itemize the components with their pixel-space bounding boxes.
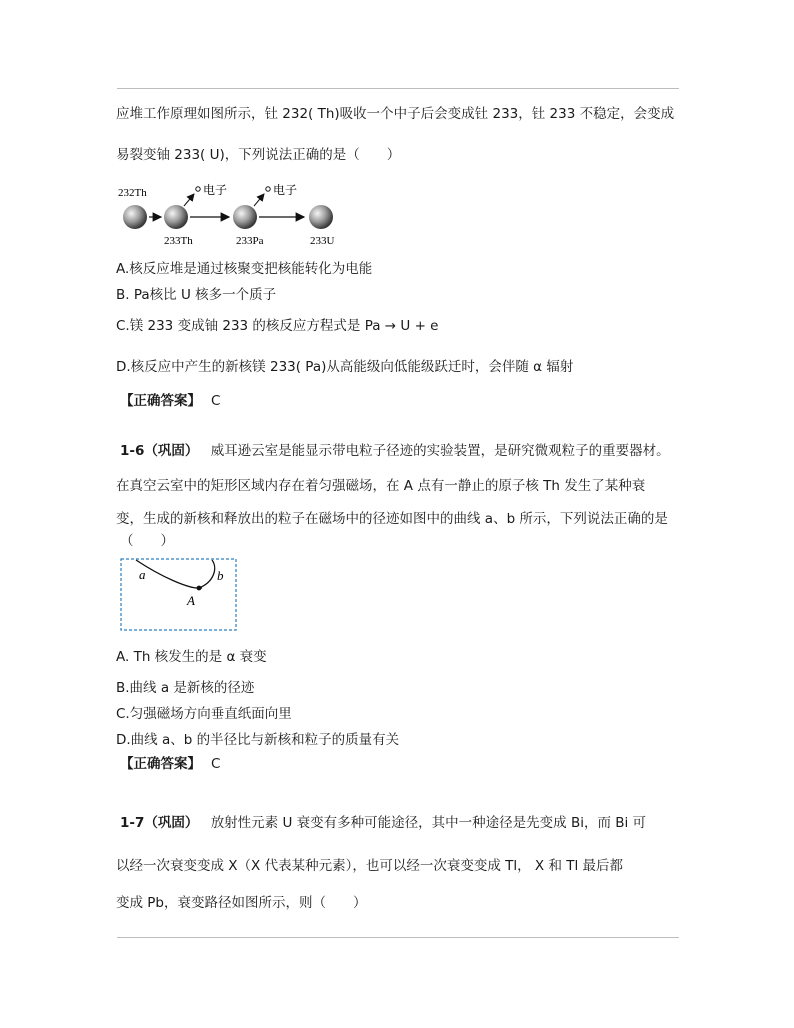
label-232th: 232Th (118, 187, 147, 199)
q1-option-c: C.镁 233 变成铀 233 的核反应方程式是 Pa → U + e (116, 318, 439, 334)
q2-option-d: D.曲线 a、b 的半径比与新核和粒子的质量有关 (116, 732, 400, 748)
intro-line-2: 易裂变铀 233( U)，下列说法正确的是（ ） (116, 147, 401, 163)
bottom-rule (117, 937, 679, 938)
label-a: a (139, 567, 146, 582)
q2-option-c: C.匀强磁场方向垂直纸面向里 (116, 706, 292, 722)
intro-line-1: 应堆工作原理如图所示，钍 232( Th)吸收一个中子后会变成钍 233，钍 233 不稳定，会变成 (116, 106, 675, 122)
decay-chain-figure (118, 180, 348, 250)
q3-line-3: 变成 Pb，衰变路径如图所示，则（ ） (116, 895, 367, 911)
q1-option-d: D.核反应中产生的新核镁 233( Pa)从高能级向低能级跃迁时，会伴随 α 辐射 (116, 359, 574, 375)
q1-option-b: B. Pa核比 U 核多一个质子 (116, 287, 277, 303)
label-233th: 233Th (164, 235, 193, 247)
electron-arrow-2 (254, 194, 264, 206)
q2-line-3: 变，生成的新核和释放出的粒子在磁场中的径迹如图中的曲线 a、b 所示，下列说法正确的是 (116, 511, 668, 527)
answer-1 (120, 391, 220, 411)
point-a-dot (197, 586, 202, 591)
q3-header: 1-7（巩固） (120, 815, 199, 831)
q2-line-4: （ ） (120, 533, 174, 549)
nucleus-ball-4 (309, 205, 333, 229)
label-233pa: 233Pa (236, 235, 264, 247)
answer-2-tag: 【正确答案】 (120, 756, 201, 772)
track-a (136, 560, 202, 588)
q1-option-a: A.核反应堆是通过核聚变把核能转化为电能 (116, 261, 373, 277)
q2-header: 1-6（巩固） (120, 443, 199, 459)
q3-line-1-text: 放射性元素 U 衰变有多种可能途径，其中一种途径是先变成 Bi，而 Bi 可 (210, 815, 647, 831)
label-233u: 233U (310, 235, 335, 247)
q3-line-2: 以经一次衰变变成 X（X 代表某种元素），也可以经一次衰变变成 Tl， X 和 Tl 最后都 (116, 858, 624, 874)
answer-1-tag: 【正确答案】 (120, 393, 201, 409)
top-rule (117, 88, 679, 89)
answer-2-value: C (211, 756, 221, 772)
nucleus-ball-1 (123, 205, 147, 229)
label-A: A (187, 593, 195, 608)
q2-line-2: 在真空云室中的矩形区域内存在着匀强磁场，在 A 点有一静止的原子核 Th 发生了某种衰 (116, 478, 646, 494)
nucleus-ball-2 (164, 205, 188, 229)
label-b: b (217, 568, 224, 583)
electron-label-2: 电子 (273, 183, 298, 197)
answer-2 (120, 754, 220, 774)
q2-option-b: B.曲线 a 是新核的径迹 (116, 680, 255, 696)
answer-1-value: C (211, 393, 221, 409)
q2-option-a: A. Th 核发生的是 α 衰变 (116, 649, 267, 665)
q3-line-1 (120, 813, 646, 833)
track-b (199, 560, 215, 588)
q2-line-1 (120, 441, 670, 461)
cloud-chamber-figure (120, 558, 238, 632)
electron-arrow-1 (184, 194, 194, 206)
nucleus-ball-3 (233, 205, 257, 229)
q2-line-1-text: 威耳逊云室是能显示带电粒子径迹的实验装置，是研究微观粒子的重要器材。 (210, 443, 670, 459)
electron-label-1: 电子 (203, 183, 228, 197)
